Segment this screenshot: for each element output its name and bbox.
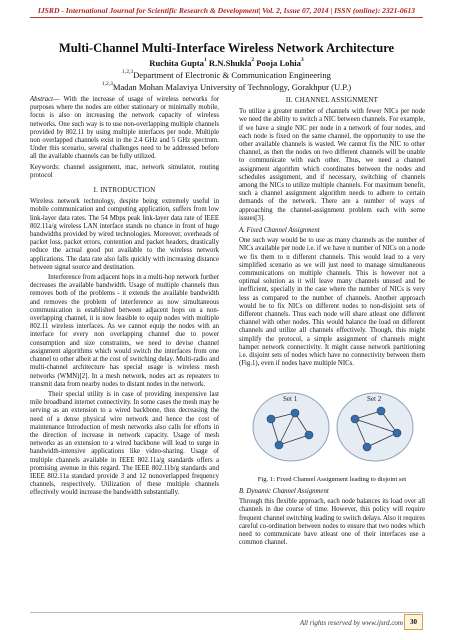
page-number: 30 <box>404 614 423 630</box>
node <box>275 441 283 449</box>
footer-text: All rights reserved by www.ijsrd.com <box>299 619 403 627</box>
author-3: Pooja Lohia <box>256 58 301 68</box>
set-2-region <box>337 393 413 461</box>
set-1-region <box>253 393 329 461</box>
intro-paragraph-1: Wireless network technology, despite being extremely useful in mobile communication and computing application, suffers from low link-layer data rates. The 54 Mbps peak link-layer data rate of IEEE 802.11a/g wireless LAN interface stands no chance in front of huge bandwidths provided by wired technologies. Moreover, overheads of packet loss, packet errors, contention and packet headers, drastically reduce the actual good put available to the wireless network applications. The data rate also falls quickly with increasing distance between signal source and destination. <box>30 198 219 271</box>
channel-assignment-paragraph: To utilize a greater number of channels with fewer NICs per node we need the ability to switch a NIC between channels. For example, if we have a single NIC per node in a network of four nodes, and each node is fixed on the same channel, the opportunity to use the other available channels is wasted. We cannot fix the NIC to other channel, as then the nodes on two different channels will be unable to communicate with each other. Thus, we need a channel assignment algorithm which coordinates between the nodes and schedules assignment, and if necessary, switching of channels among the NICs to utilize multiple channels. For maximum benefit, such a channel assignment algorithm needs to adhere to certain demands of the network. There are a number of ways of approaching the channel-assignment problem each with some issues[3]. <box>239 108 425 222</box>
node <box>377 407 385 415</box>
figure-caption: Fig. 1: Fixed Channel Assignment leading to disjoint set <box>257 475 407 483</box>
node <box>363 443 371 451</box>
header-rule <box>30 17 423 18</box>
node <box>351 415 359 423</box>
section-heading-channel-assignment: II. CHANNEL ASSIGNMENT <box>285 96 379 104</box>
authors: Ruchita Gupta$^1$ R.N.Shukla$^2$ Pooja Lohia$^3$ <box>149 57 304 68</box>
subsection-dynamic: B. Dynamic Channel Assignment <box>239 487 329 495</box>
set-2-label: Set 2 <box>367 394 382 403</box>
node <box>267 415 275 423</box>
section-heading-introduction: I. INTRODUCTION <box>93 186 156 195</box>
node <box>305 431 313 439</box>
affiliation-department: $^{1,2,3}$Department of Electronic & Communication Engineering <box>122 69 331 80</box>
paper-title: Multi-Channel Multi-Interface Wireless Network Architecture <box>58 41 395 55</box>
author-2: R.N.Shukla <box>208 58 252 68</box>
intro-paragraph-2: Interference from adjacent hops in a multi-hop network further decreases the available bandwidth. Usage of multiple channels thus removes both of the problems - it extends the available bandwidth and removes the problem of interference as now simultaneous communication is established between adjacent hops on a non-overlapping channel, it is now feasible to equip nodes with multiple 802.11 wireless interfaces. As we cannot equip the nodes with an interface for every non overlapping channel due to power consumption and size constraints, we need to devise channel assignment algorithms which would switch the interfaces from one channel to other albeit at the cost of switching delay. Multi-radio and multi-channel architecture has special usage is wireless mesh networks (WMN)[2]. In a mesh network, nodes act as repeaters to transmit data from nearby nodes to distant nodes in the network. <box>30 274 219 388</box>
node <box>393 429 401 437</box>
set-1-label: Set 1 <box>283 394 298 403</box>
dynamic-assignment-paragraph: Through this flexible approach, each node balances its load over all channels in due course of time. However, this policy will require frequent channel switching leading to switch delays. Also it requires careful co-ordination between nodes to ensure that two nodes which need to communicate have atleast one of their interfaces use a common channel. <box>239 498 425 547</box>
journal-header: IJSRD - International Journal for Scientific Research & Development| Vol. 2, Issue 07, 2014 | ISSN (online): 2321-0613 <box>37 6 416 15</box>
keywords: Keywords: channel assignment, mac, network simulator, routing protocol <box>30 163 219 179</box>
node <box>291 409 299 417</box>
fixed-assignment-paragraph: One such way would be to use as many channels as the number of NICs available per node i.e. if we have n number of NICs on a node we fix them to n different channels. This would lead to a very simplified scenario as we will just need to manage simultaneous communications on multiple channels. This is however not a optimal solution as it will leave many channels unused and be inefficient, specially in the case where the number of NICs is very less as compared to the number of channels. Another approach would be to fix NICs on different nodes to non-disjoint sets of different channels. Thus each node will share atleast one different channel with other nodes. This would balance the load on different channels and utilize all channels effectively. Though, this might simplify the protocol, a simple assignment of channels might hamper network connectivity. It might cause network partitioning i.e. disjoint sets of nodes which have no connectivity between them (Fig.1), even if nodes have multiple NICs. <box>239 237 425 368</box>
subsection-fixed: A. Fixed Channel Assignment <box>239 227 320 235</box>
figure-disjoint-sets <box>239 375 425 471</box>
author-1: Ruchita Gupta <box>149 58 204 68</box>
left-column <box>30 96 219 500</box>
footer-rule <box>30 612 423 613</box>
right-column <box>239 96 425 549</box>
affiliation-university: $^{1,2,3}$Madan Mohan Malaviya University of Technology, Gorakhpur (U.P.) <box>101 81 352 92</box>
abstract: Abstract— With the increase of usage of wireless networks for purposes where the nodes are either stationary or minimally mobile, focus is also on increasing the network capacity of wireless networks. One such way is to use non-overlapping multiple channels provided by 802.11 by using multiple interfaces per node. Multiple non overlapped channels exist in the 2.4 GHz and 5 GHz spectrum. Under this scenario, several challenges need to be addressed before all the available channels can be fully utilized. <box>30 96 219 161</box>
intro-paragraph-3: Their special utility is in case of providing inexpensive last mile broadband internet connectivity. In some cases the mesh may be serving as an extension to a wired backbone, thus decreasing the need of a dense physical wire network and hence the cost of maintenance Introduction of mesh networks also calls for efforts in the direction of increase in network capacity. Usage of mesh networks as an extension to a wired backbone will lead to surge in bandwidth-intensive applications like video-sharing. Usage of multiple channels available in IEEE 802.11a/g standards offers a promising avenue in this regard. The IEEE 802.11b/g standards and IEEE 802.11a standard provide 3 and 12 nonoverlapped frequency channels, respectively. Utilization of these multiple channels effectively would increase the bandwidth substantially. <box>30 390 219 497</box>
